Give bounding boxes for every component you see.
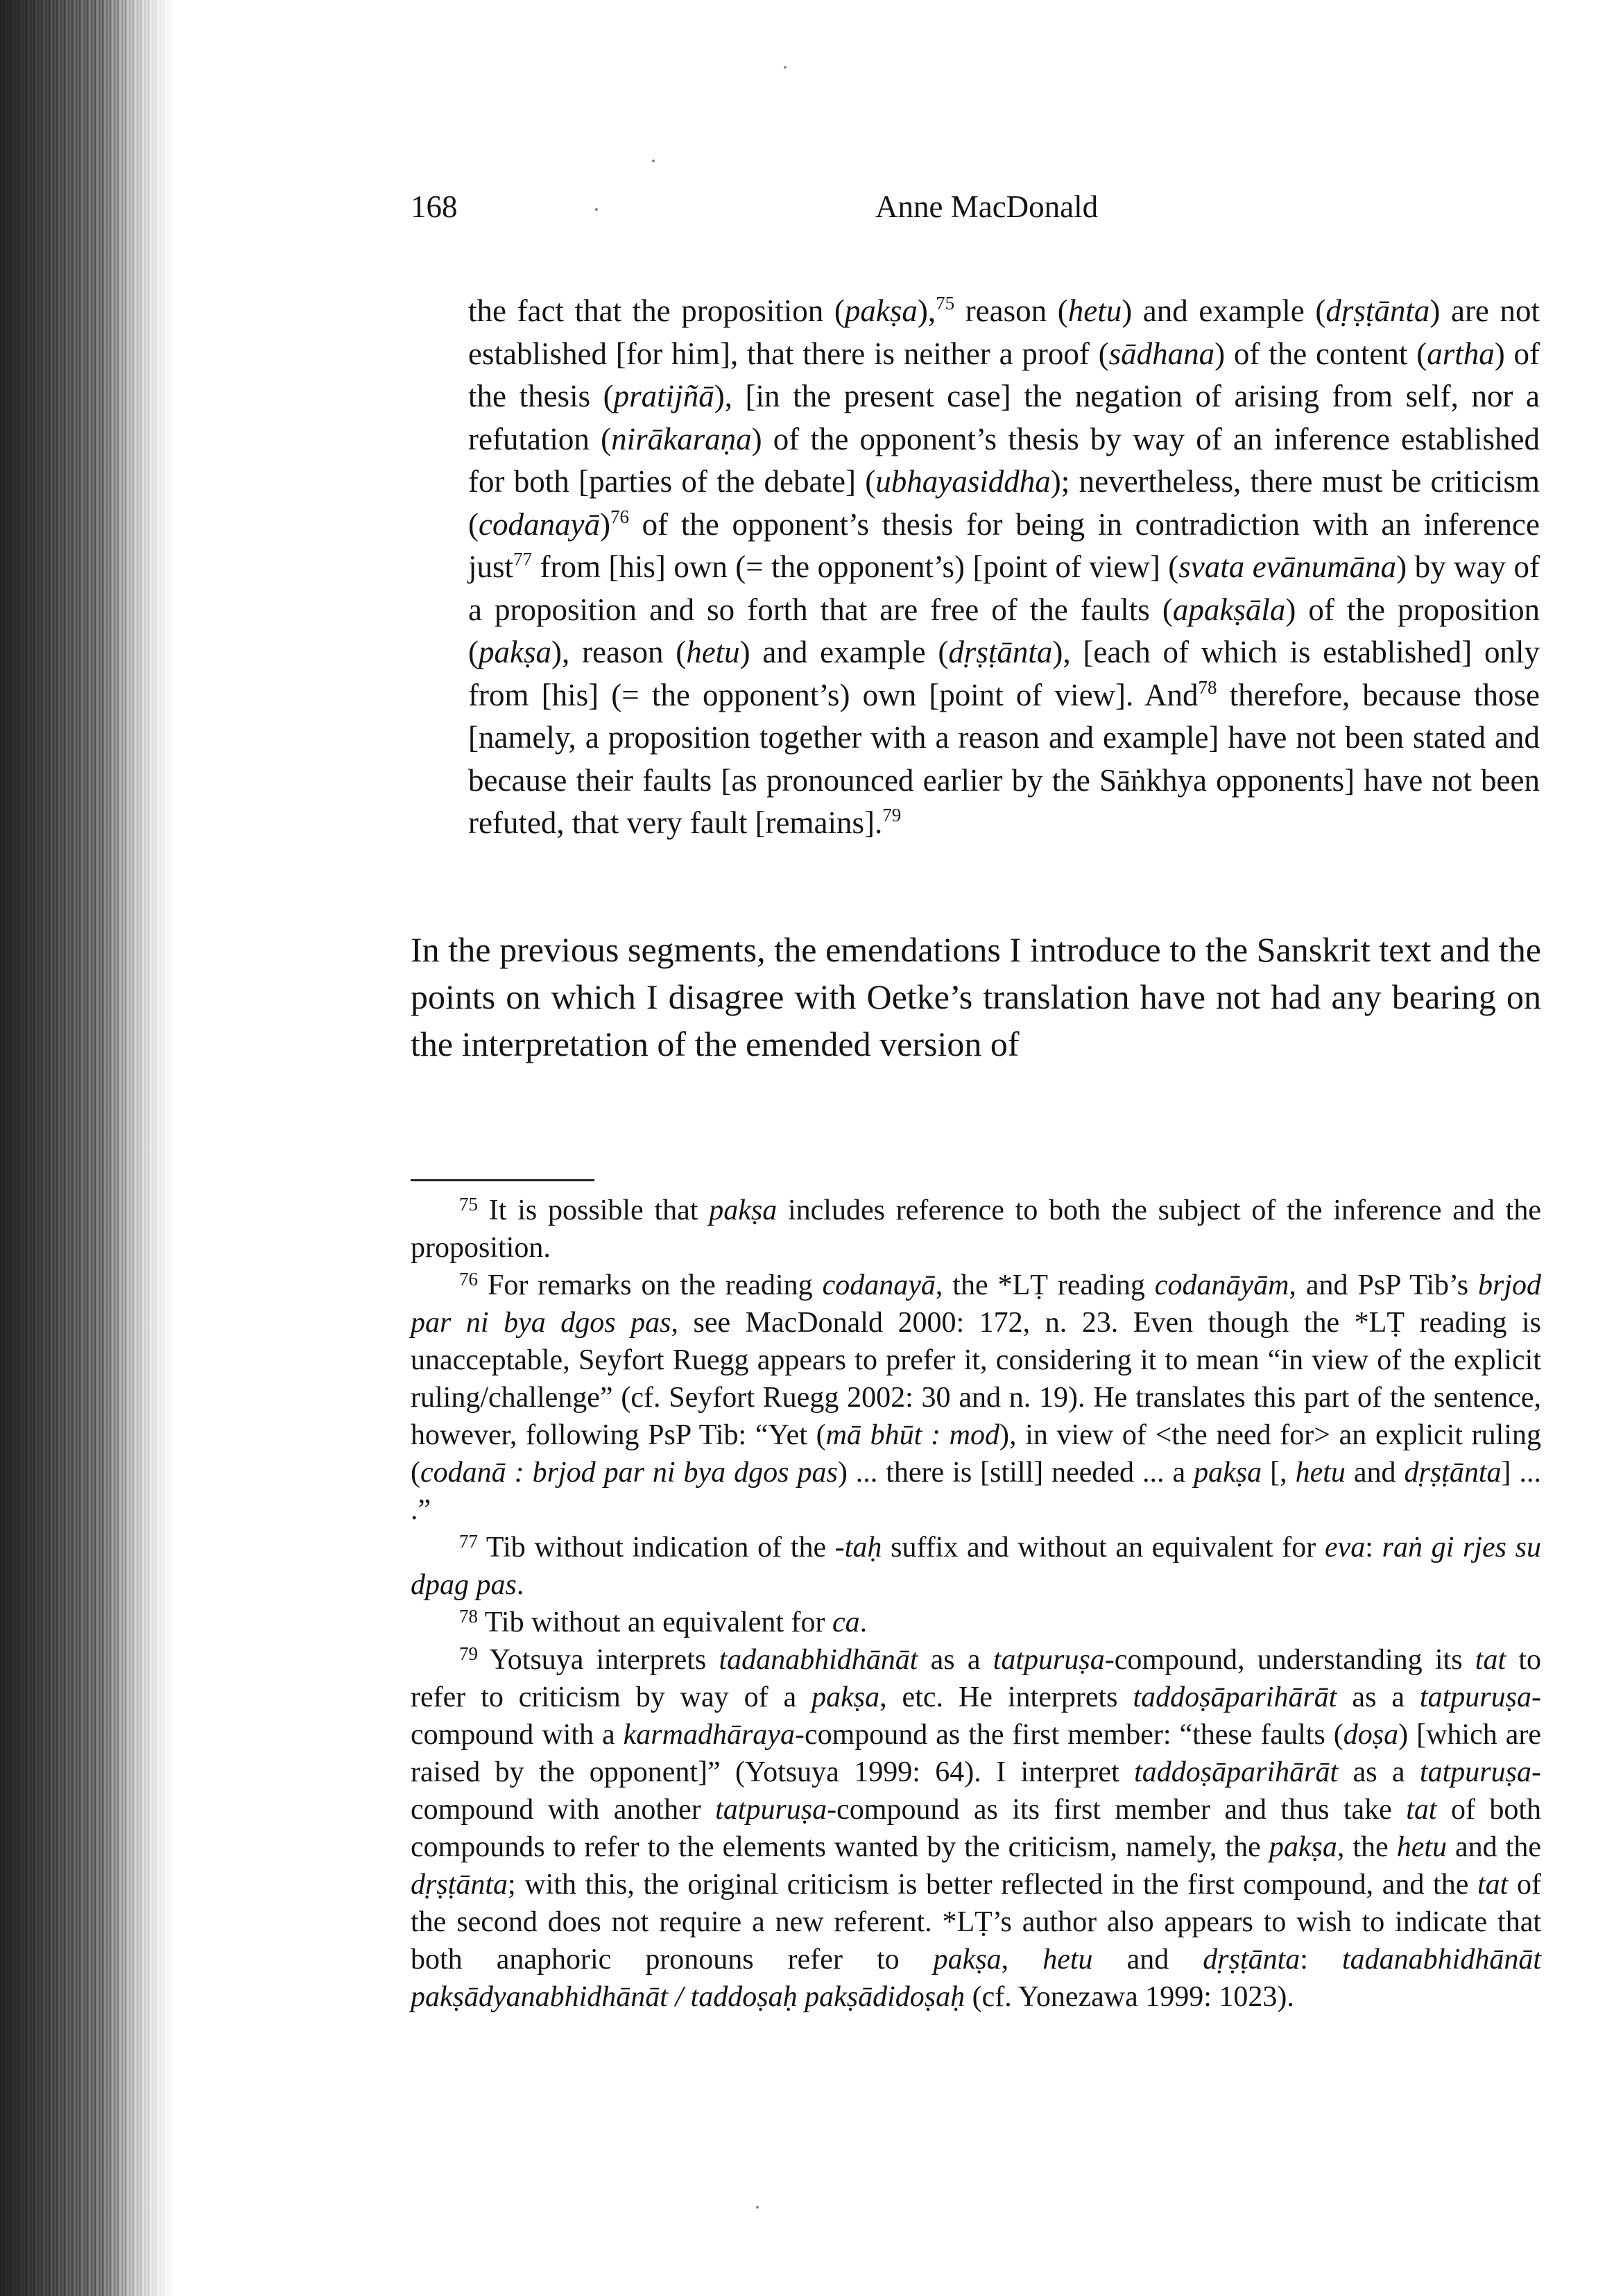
footnote-number: 79	[459, 1643, 478, 1664]
page-header	[411, 189, 1208, 237]
footnotes	[411, 1192, 1541, 2016]
scan-spine-shadow	[0, 0, 173, 2296]
scan-speck	[784, 66, 787, 69]
block-quote	[468, 290, 1540, 845]
footnote-ref-78[interactable]: 78	[1198, 676, 1217, 698]
footnote-77: $^{77}$ Tib without indication of the -taḥ suffix and without an equivalent for eva: raṅ gi rjes su dpag pas.	[411, 1531, 1541, 1601]
footnote-79: $^{79}$ Yotsuya interprets tadanabhidhānāt as a tatpuruṣa-compound, understanding its tat to refer to criticism by way of a pakṣa, etc. He interprets taddoṣāparihārāt as a tatpuruṣa-compound with a karmadhāraya-compound as the first member: “these faults (doṣa) [which are raised by the opponent]” (Yotsuya 1999: 64). I interpret taddoṣāparihārāt as a tatpuruṣa-compound with another tatpuruṣa-compound as its first member and thus take tat of both compounds to refer to the elements wanted by the criticism, namely, the pakṣa, the hetu and the dṛṣṭānta; with this, the original criticism is better reflected in the first compound, and the tat of the second does not require a new referent. *LṬ’s author also appears to wish to indicate that both anaphoric pronouns refer to pakṣa, hetu and dṛṣṭānta: tadanabhidhānāt pakṣādyanabhidhānāt / taddoṣaḥ pakṣādidoṣaḥ (cf. Yonezawa 1999: 1023).	[411, 1643, 1542, 2013]
body-paragraph: In the previous segments, the emendations I introduce to the Sanskrit text and the points on which I disagree with Oetke’s translation have not had any bearing on the interpretation of the emended version of	[411, 930, 1541, 1063]
running-title: Anne MacDonald	[875, 189, 1099, 224]
quote-paragraph: the fact that the proposition (pakṣa),$^{75}$ reason (hetu) and example (dṛṣṭānta) are not established [for him], that there is neither a proof (sādhana) of the content (artha) of the thesis (pratijñā), [in the present case] the negation of arising from self, nor a refutation (nirākaraṇa) of the opponent’s thesis by way of an inference established for both [parties of the debate] (ubhayasiddha); nevertheless, there must be criticism (codanayā)$^{76}$ of the opponent’s thesis for being in contradiction with an inference just$^{77}$ from [his] own (= the opponent’s) [point of view] (svata evānumāna) by way of a proposition and so forth that are free of the faults (apakṣāla) of the proposition (pakṣa), reason (hetu) and example (dṛṣṭānta), [each of which is established] only from [his] (= the opponent’s) own [point of view]. And$^{78}$ therefore, because those [namely, a proposition together with a reason and example] have not been stated and because their faults [as pronounced earlier by the Sāṅkhya opponents] have not been refuted, that very fault [remains].$^{79}$	[468, 293, 1540, 840]
footnote-78: $^{78}$ Tib without an equivalent for ca.	[459, 1606, 868, 1638]
footnote-ref-77[interactable]: 77	[513, 549, 533, 569]
footnote-76: $^{76}$ For remarks on the reading codanayā, the *LṬ reading codanāyām, and PsP Tib’s brjod par ni bya dgos pas, see MacDonald 2000: 172, n. 23. Even though the *LṬ reading is unacceptable, Seyfort Ruegg appears to prefer it, considering it to mean “in view of the explicit ruling/challenge” (cf. Seyfort Ruegg 2002: 30 and n. 19). He translates this part of the sentence, however, following PsP Tib: “Yet (mā bhūt : mod), in view of <the need for> an explicit ruling (codanā : brjod par ni bya dgos pas) ... there is [still] needed ... a pakṣa [, hetu and dṛṣṭānta] ... .”	[411, 1269, 1542, 1526]
body-text	[411, 926, 1541, 1068]
footnote-number: 77	[459, 1531, 478, 1552]
scan-speck	[756, 2206, 759, 2209]
footnote-ref-79[interactable]: 79	[882, 805, 902, 825]
footnote-ref-75[interactable]: 75	[936, 293, 955, 314]
footnote-number: 76	[459, 1269, 478, 1290]
scan-speck	[652, 160, 655, 162]
footnote-rule	[411, 1179, 594, 1181]
page-number: 168	[411, 189, 458, 224]
footnote-number: 75	[459, 1194, 478, 1215]
footnote-75: $^{75}$ It is possible that pakṣa includes reference to both the subject of the inference and the proposition.	[411, 1194, 1541, 1264]
footnote-number: 78	[459, 1606, 478, 1627]
footnote-ref-76[interactable]: 76	[610, 506, 629, 527]
